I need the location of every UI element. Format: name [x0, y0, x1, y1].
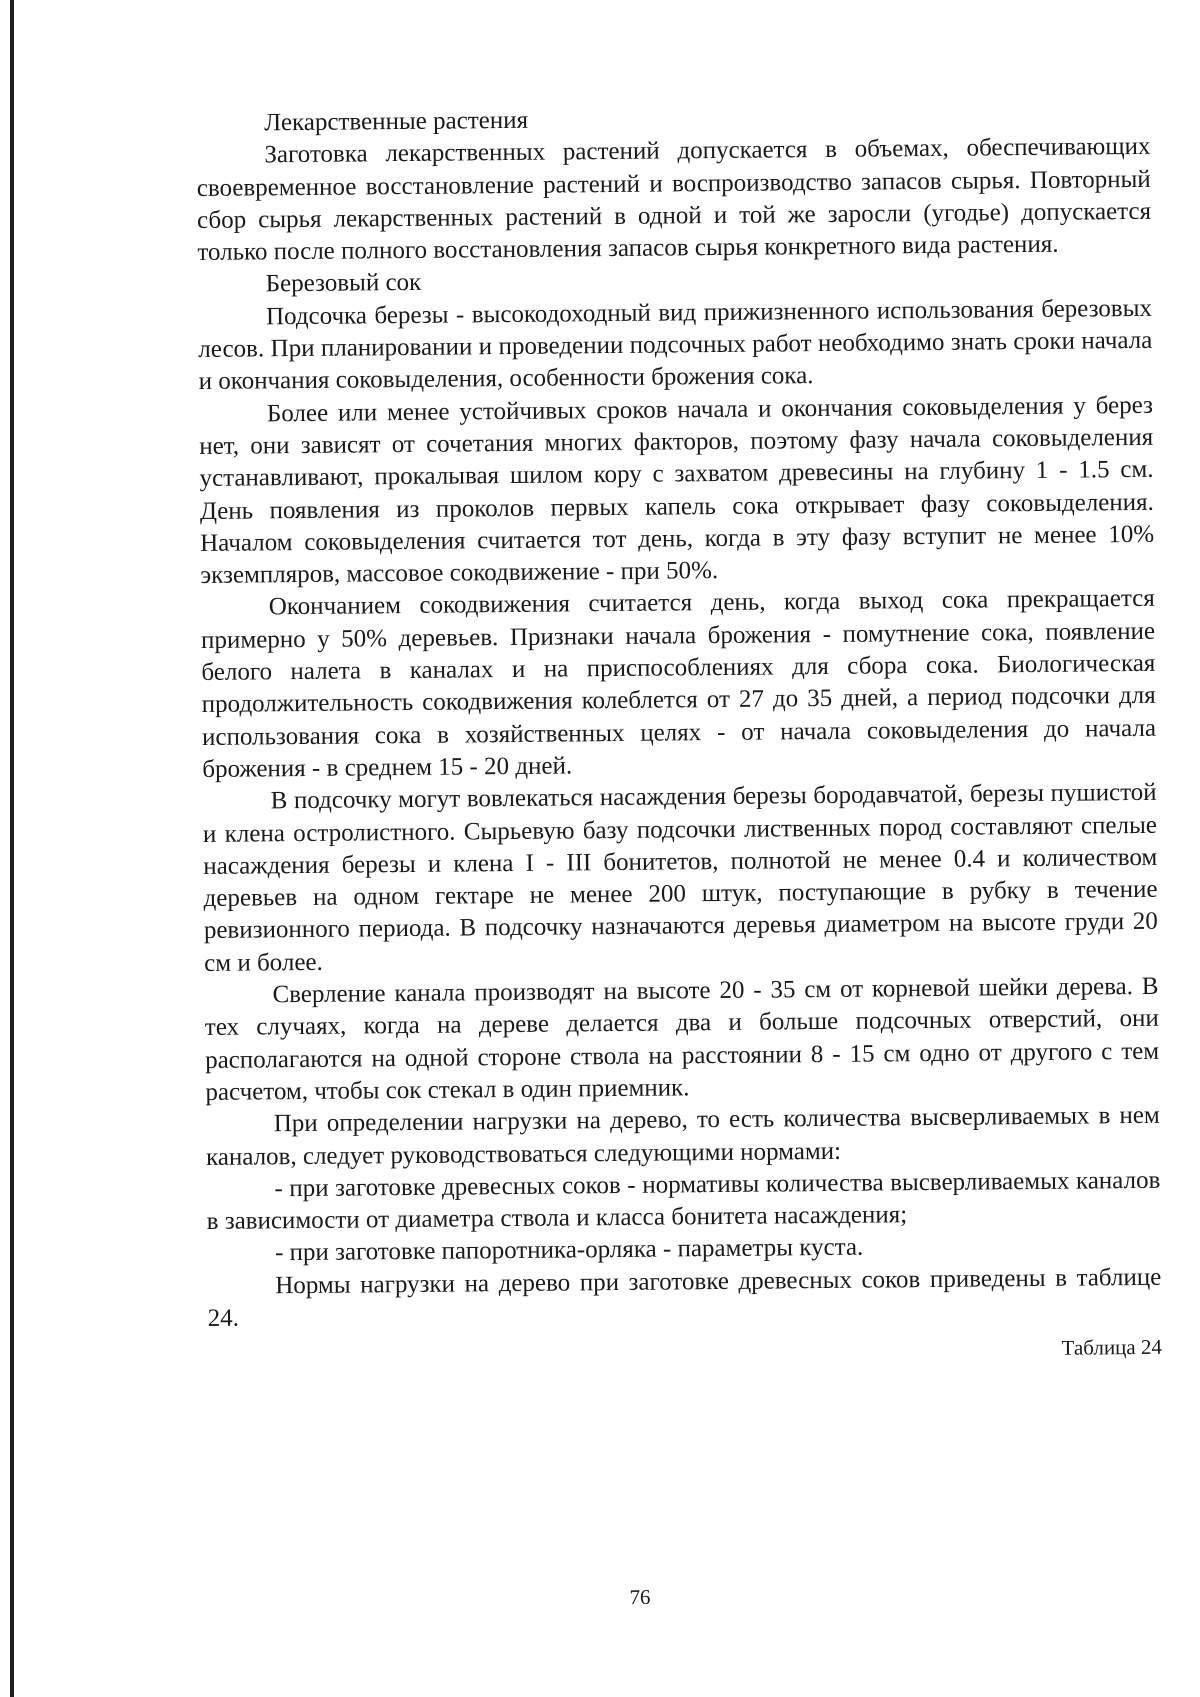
paragraph-load-norms: При определении нагрузки на дерево, то есть количества высверливаемых в нем каналов, следует руководствоваться следующими нормами:: [205, 1101, 1160, 1171]
heading-medicinal-plants: Лекарственные растения: [264, 106, 529, 137]
page-number: 76: [629, 1584, 651, 1610]
paragraph-sap-start: Более или менее устойчивых сроков начала и окончания соковыделения у берез нет, они зависят от сочетания многих факторов, поэтому фазу начала соковыделения устанавливают, прокалывая шилом кору с захватом древесины на глубину 1 - 1.5 см. День появления из проколов первых капель сока открывает фазу соковыделения. Началом соковыделения считается тот день, когда в эту фазу вступит не менее 10% экземпляров, массовое сокодвижение - при 50%.: [199, 391, 1155, 590]
paragraph-medicinal-harvest: Заготовка лекарственных растений допускается в объемах, обеспечивающих своевременное восстановление растений и воспроизводство запасов сырья. Повторный сбор сырья лекарственных растений в одной и той же заросли (угодье) допускается только после полного восстановления запасов сырья конкретного вида растения.: [196, 133, 1152, 267]
paragraph-sap-end: Окончанием сокодвижения считается день, когда выход сока прекращается примерно у 50% деревьев. Признаки начала брожения - помутнение сока, появление белого налета в каналах и на приспособлениях для сбора сока. Биологическая продолжительность сокодвижения колеблется от 27 до 35 дней, а период подсочки для использования сока в хозяйственных целях - от начала соковыделения до начала брожения - в среднем 15 - 20 дней.: [200, 585, 1157, 783]
paragraph-table-reference: Нормы нагрузки на дерево при заготовке древесных соков приведены в таблице 24.: [207, 1263, 1162, 1332]
paragraph-drilling: Сверление канала производят на высоте 20 - 35 см от корневой шейки дерева. В тех случаях, когда на дереве делается два и больше подсочных отверстий, они располагаются на одной стороне ствола на расстоянии 8 - 15 см одно от другого с тем расчетом, чтобы сок стекал в один приемник.: [204, 972, 1160, 1106]
heading-birch-sap: Березовый сок: [265, 269, 422, 298]
document-body: [196, 99, 1162, 1371]
paragraph-birch-tapping: Подсочка березы - высокодоходный вид прижизненного использования березовых лесов. При планировании и проведении подсочных работ необходимо знать сроки начала и окончания соковыделения, особенности брожения сока.: [198, 294, 1153, 396]
list-item-bracken: - при заготовке папоротника-орляка - параметры куста.: [274, 1234, 864, 1267]
list-item-sap: - при заготовке древесных соков - нормативы количества высверливаемых каналов в зависимости от диаметра ствола и класса бонитета насаждения;: [206, 1166, 1161, 1236]
paragraph-tapping-stands: В подсочку могут вовлекаться насаждения березы бородавчатой, березы пушистой и клена остролистного. Сырьевую базу подсочки лиственных пород составляют спелые насаждения березы и клена I - III бонитетов, полнотой не менее 0.4 и количеством деревьев на одном гектаре не менее 200 штук, поступающие в рубку в течение ревизионного периода. В подсочку назначаются деревья диаметром на высоте груди 20 см и более.: [202, 779, 1158, 977]
page-left-edge: [10, 0, 14, 1697]
table-caption: Таблица 24: [1061, 1335, 1163, 1361]
